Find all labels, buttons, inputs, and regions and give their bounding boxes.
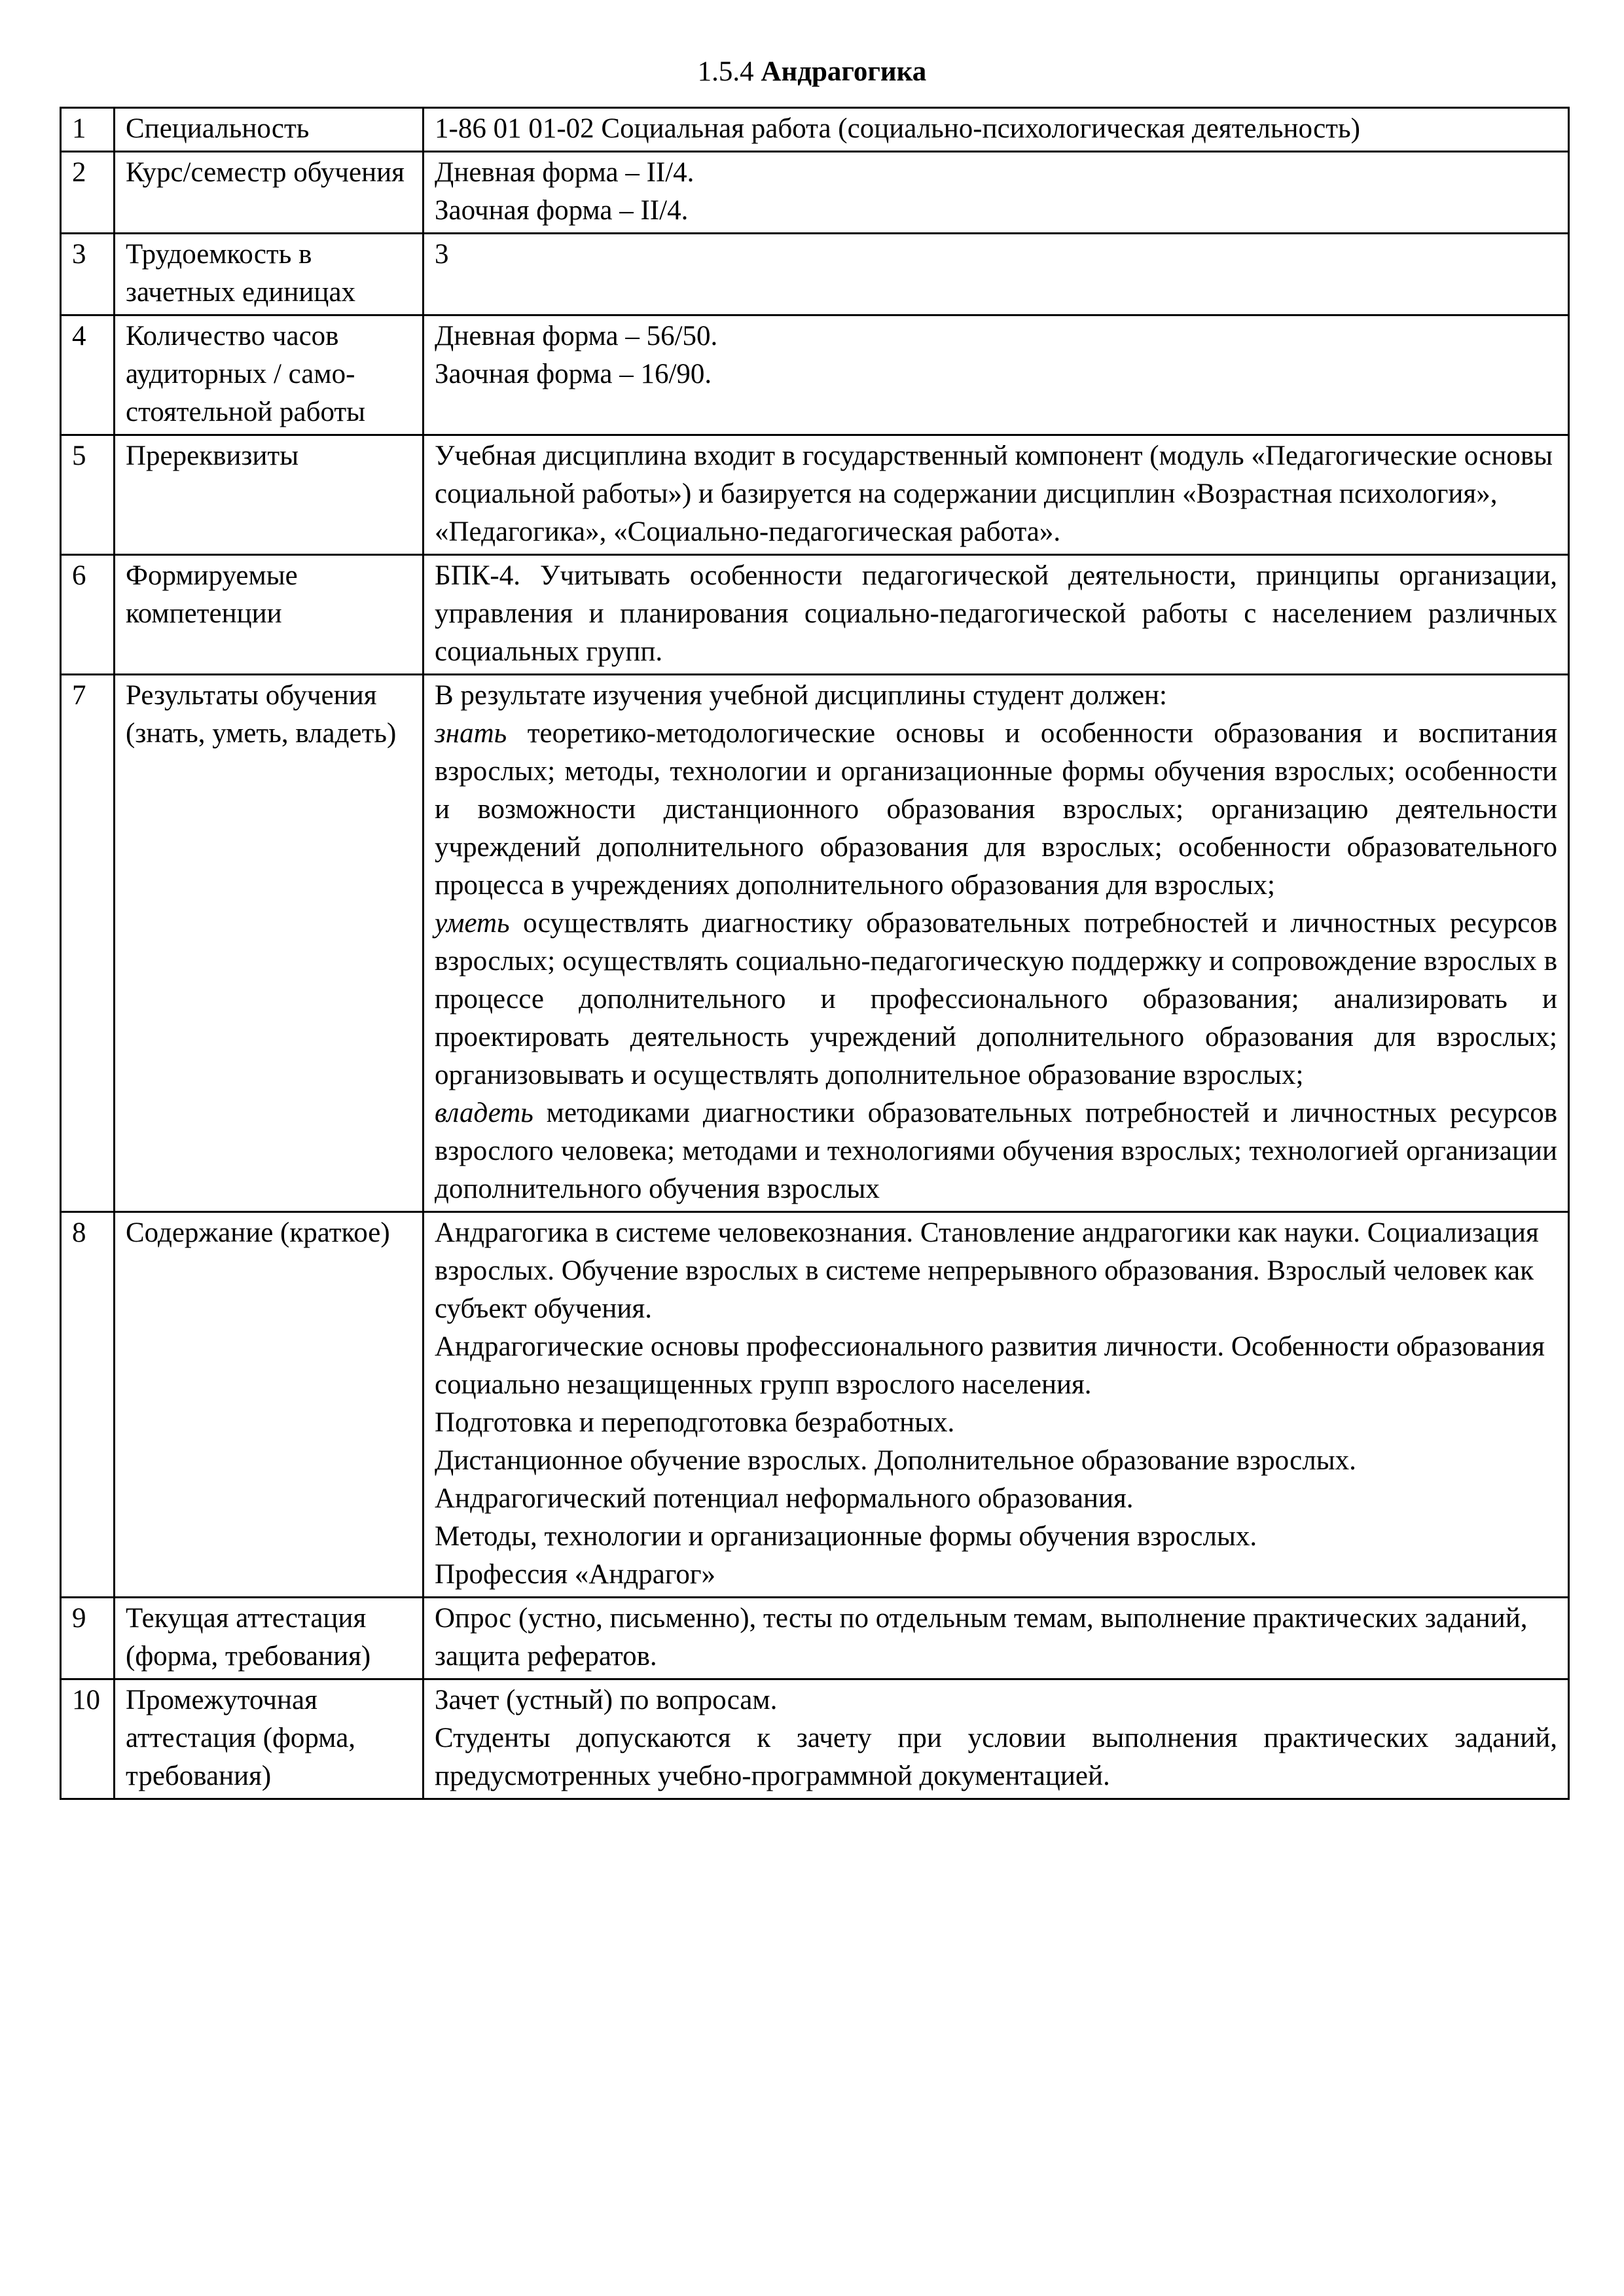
own-text: методиками диагностики образовательных потребностей и личностных ресурсов взрослого человека; методами и технологиями обучения взрослых; технологией организации дополнительного обучения взрослых [435, 1098, 1558, 1204]
discipline-table [60, 107, 1570, 1800]
can-text: осуществлять диагностику образовательных потребностей и личностных ресурсов взрослых; осуществлять социально-педагогическую поддержку и сопровождение взрослых в процессе дополнительного и профессионального образования; анализировать и проектировать деятельность учреждений дополнительного образования для взрослых; организовывать и осуществлять дополнительное образование взрослых; [435, 908, 1558, 1090]
row-label: Промежуточная аттестация (форма, требования) [115, 1679, 424, 1799]
row-value: Учебная дисциплина входит в государственный компонент (модуль «Педагогические основы социальной работы») и базируется на содержании дисциплин «Возрастная психология», «Педагогика», «Социально-педагогическая работа». [424, 435, 1569, 555]
row-value [424, 234, 1569, 315]
value-line: Заочная форма – 16/90. [435, 359, 712, 389]
content-line: Андрагогические основы профессионального развития личности. Особенности образования социально незащищенных групп взрослого населения. [435, 1331, 1545, 1400]
row-number: 5 [61, 435, 115, 555]
content-line: Профессия «Андрагог» [435, 1559, 716, 1590]
row-number: 6 [61, 555, 115, 675]
results-own [435, 1094, 1557, 1208]
row-label: Трудоемкость в зачетных единицах [115, 234, 424, 315]
content-line: Подготовка и переподготовка безработных. [435, 1407, 955, 1438]
know-text: теоретико-методологические основы и особенности образования и воспитания взрослых; методы, технологии и организационные формы обучения взрослых; особенности и возможности дистанционного образования взрослых; организацию деятельности учреждений дополнительного образования для взрослых; особенности образовательного процесса в учреждениях дополнительного образования для взрослых; [435, 718, 1557, 901]
row-label: Текущая аттестация (форма, требования) [115, 1598, 424, 1679]
value-line: Студенты допускаются к зачету при условии выполнения практических заданий, предусмотренных учебно-программной документацией. [435, 1723, 1557, 1791]
value-line: Заочная форма – II/4. [435, 195, 689, 226]
row-number: 3 [61, 234, 115, 315]
table-row [61, 152, 1569, 234]
row-value [424, 152, 1569, 234]
results-know [435, 715, 1557, 905]
row-label: Результаты обучения (знать, уметь, владеть) [115, 675, 424, 1212]
row-label: Курс/семестр обучения [115, 152, 424, 234]
row-value [424, 1212, 1569, 1598]
table-row [61, 555, 1569, 675]
value-line: 1-86 01 01-02 Социальная работа (социально-психологическая деятельность) [435, 113, 1360, 144]
value-line: Дневная форма – 56/50. [435, 321, 718, 351]
row-value: Опрос (устно, письменно), тесты по отдельным темам, выполнение практических заданий, защита рефератов. [424, 1598, 1569, 1679]
results-intro: В результате изучения учебной дисциплины студент должен: [435, 680, 1168, 711]
table-row [61, 435, 1569, 555]
table-row [61, 108, 1569, 152]
content-line: Андрагогический потенциал неформального образования. [435, 1483, 1134, 1514]
row-number: 8 [61, 1212, 115, 1598]
row-value [424, 315, 1569, 435]
row-value [424, 1679, 1569, 1799]
table-row [61, 1598, 1569, 1679]
value-line: 3 [435, 239, 449, 270]
row-label: Формируемые компетенции [115, 555, 424, 675]
table-row [61, 315, 1569, 435]
value-line: Дневная форма – II/4. [435, 157, 695, 188]
table-row [61, 234, 1569, 315]
row-value [424, 108, 1569, 152]
table-row [61, 1679, 1569, 1799]
row-number: 7 [61, 675, 115, 1212]
row-number: 10 [61, 1679, 115, 1799]
row-value [424, 675, 1569, 1212]
row-value: БПК-4. Учитывать особенности педагогической деятельности, принципы организации, управления и планирования социально-педагогической работы с населением различных социальных групп. [424, 555, 1569, 675]
row-label: Специальность [115, 108, 424, 152]
row-number: 2 [61, 152, 115, 234]
row-number: 1 [61, 108, 115, 152]
section-number: 1.5.4 [697, 56, 754, 87]
table-row [61, 675, 1569, 1212]
can-keyword: уметь [435, 908, 510, 939]
document-title [0, 52, 1624, 92]
table-row [61, 1212, 1569, 1598]
own-keyword: владеть [435, 1098, 533, 1128]
content-line: Дистанционное обучение взрослых. Дополнительное образование взрослых. [435, 1445, 1356, 1476]
row-label: Количество часов аудиторных / само-стоятельной работы [115, 315, 424, 435]
row-number: 9 [61, 1598, 115, 1679]
row-label: Содержание (краткое) [115, 1212, 424, 1598]
content-line: Методы, технологии и организационные формы обучения взрослых. [435, 1521, 1257, 1552]
results-can [435, 905, 1557, 1094]
discipline-name: Андрагогика [761, 56, 927, 87]
value-line: Зачет (устный) по вопросам. [435, 1685, 778, 1715]
content-line: Андрагогика в системе человекознания. Становление андрагогики как науки. Социализация взрослых. Обучение взрослых в системе непрерывного образования. Взрослый человек как субъект обучения. [435, 1217, 1539, 1324]
row-number: 4 [61, 315, 115, 435]
row-label: Пререквизиты [115, 435, 424, 555]
know-keyword: знать [435, 718, 507, 749]
